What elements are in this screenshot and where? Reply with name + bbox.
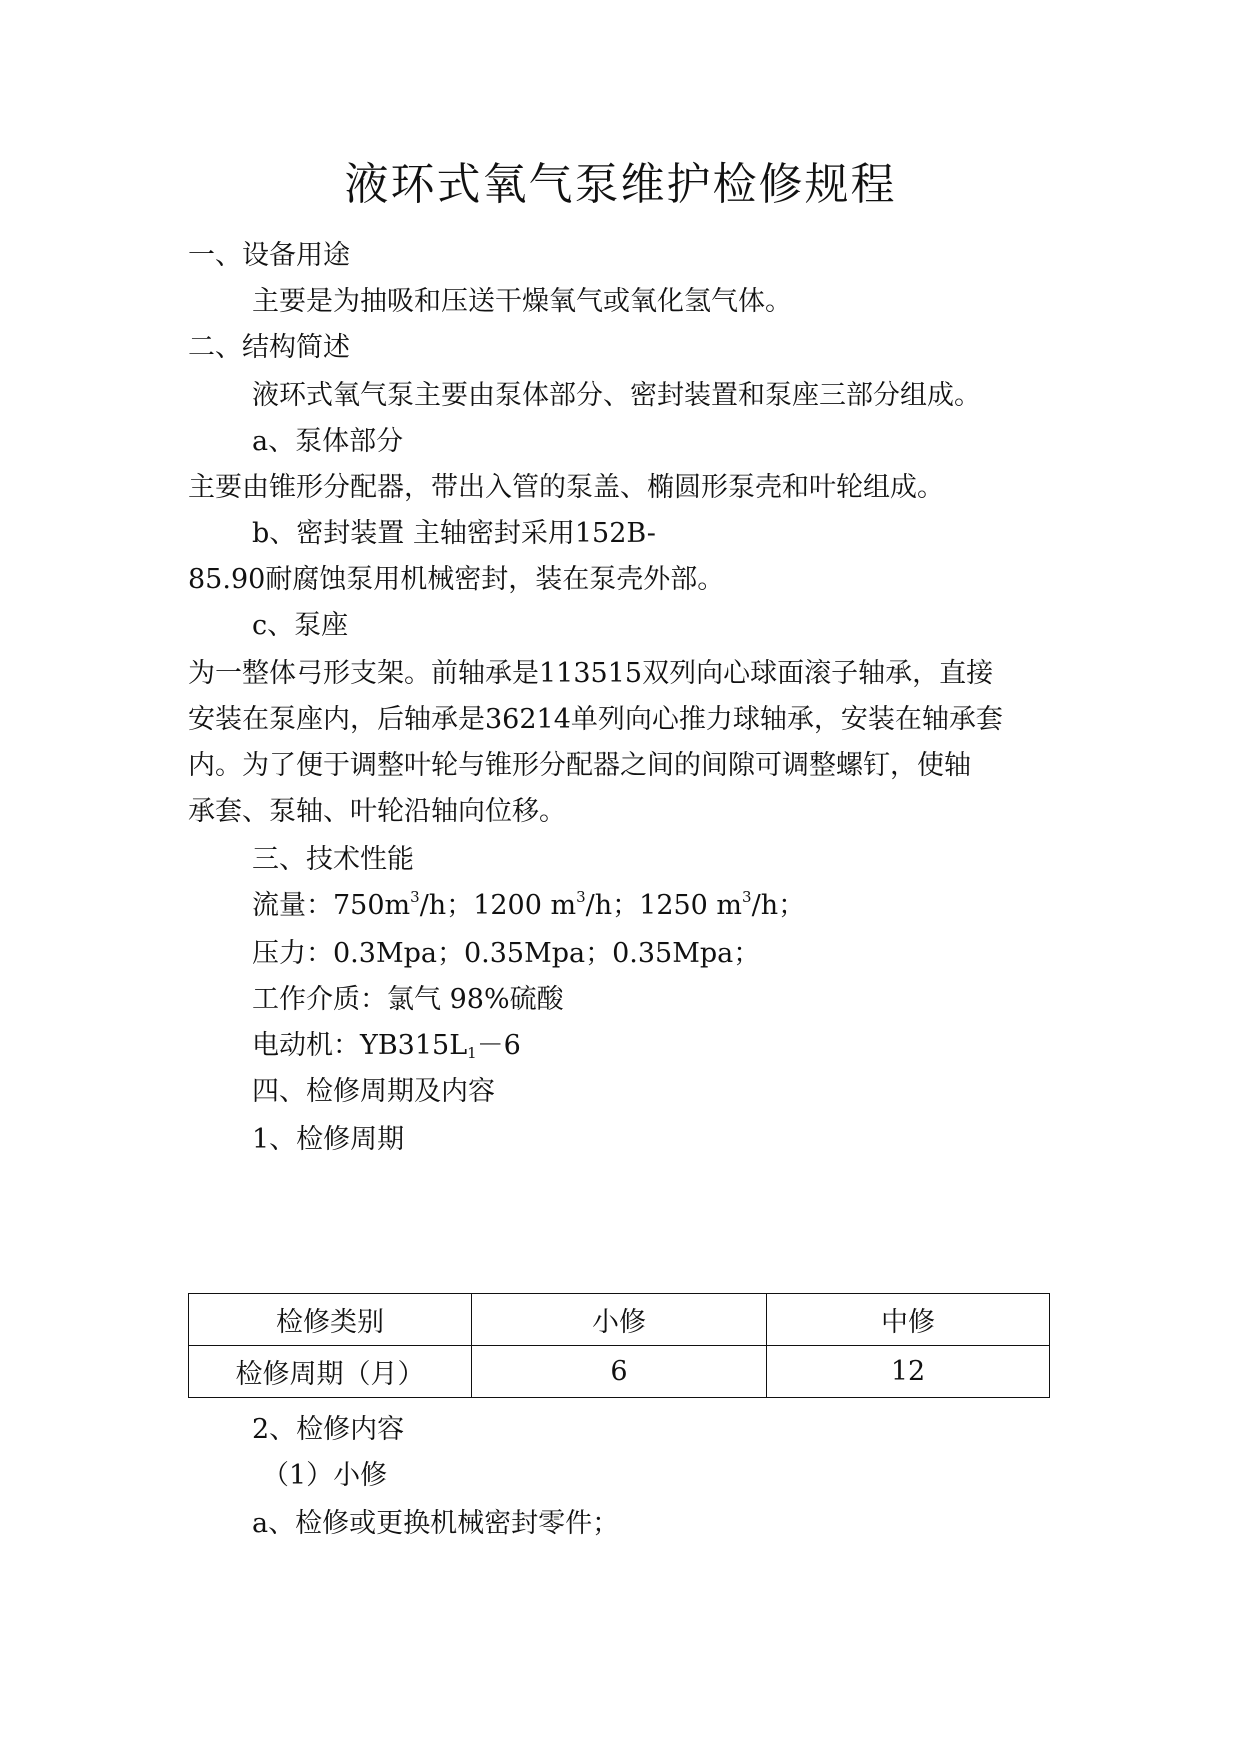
flow-exponent: 3 — [576, 888, 586, 906]
flow-unit-3: /h； — [751, 890, 806, 921]
table-header-cell: 小修 — [472, 1294, 767, 1346]
section3-heading: 三、技术性能 — [252, 844, 414, 875]
item-b-line1: b、密封装置 主轴密封采用152B- — [252, 518, 656, 549]
section1-heading: 一、设备用途 — [188, 240, 350, 271]
section4-heading: 四、检修周期及内容 — [252, 1076, 495, 1107]
motor-label: 电动机：YB315L — [252, 1030, 468, 1061]
motor-suffix: －6 — [476, 1030, 521, 1061]
table-header-cell: 中修 — [767, 1294, 1050, 1346]
item-b-line2: 85.90耐腐蚀泵用机械密封，装在泵壳外部。 — [188, 564, 725, 595]
section2-body: 液环式氧气泵主要由泵体部分、密封装置和泵座三部分组成。 — [252, 380, 981, 411]
motor-subscript: 1 — [467, 1044, 477, 1062]
pressure-line: 压力：0.3Mpa；0.35Mpa；0.35Mpa； — [252, 938, 761, 969]
item-c-body-line: 承套、泵轴、叶轮沿轴向位移。 — [188, 796, 566, 827]
flow-value-3: 1250 m — [639, 890, 743, 921]
table-header-cell: 检修类别 — [189, 1294, 472, 1346]
section2-heading: 二、结构简述 — [188, 332, 350, 363]
table-row — [189, 1346, 1050, 1398]
flow-line — [252, 888, 805, 924]
medium-line: 工作介质：氯气 98%硫酸 — [252, 984, 564, 1015]
minor-repair-heading: （1）小修 — [262, 1460, 388, 1491]
section1-body: 主要是为抽吸和压送干燥氧气或氧化氢气体。 — [252, 286, 792, 317]
content-heading: 2、检修内容 — [252, 1414, 405, 1445]
flow-exponent: 3 — [410, 888, 420, 906]
flow-exponent: 3 — [742, 888, 752, 906]
item-c-heading: c、泵座 — [252, 610, 349, 641]
table-cell: 12 — [767, 1346, 1050, 1398]
minor-item-a: a、检修或更换机械密封零件； — [252, 1508, 620, 1539]
flow-value-2: 1200 m — [473, 890, 577, 921]
table-header-row — [189, 1294, 1050, 1346]
maintenance-cycle-table — [188, 1293, 1050, 1398]
item-a-heading: a、泵体部分 — [252, 426, 404, 457]
table-cell: 检修周期（月） — [189, 1346, 472, 1398]
flow-value-1: 750m — [333, 890, 411, 921]
flow-unit-1: /h； — [419, 890, 474, 921]
item-c-body-line: 内。为了便于调整叶轮与锥形分配器之间的间隙可调整螺钉，使轴 — [188, 750, 971, 781]
item-a-body: 主要由锥形分配器，带出入管的泵盖、椭圆形泵壳和叶轮组成。 — [188, 472, 944, 503]
item-c-body-line: 安装在泵座内，后轴承是36214单列向心推力球轴承，安装在轴承套 — [188, 704, 1003, 735]
flow-label: 流量： — [252, 890, 333, 921]
flow-unit-2: /h； — [585, 890, 640, 921]
document-title: 液环式氧气泵维护检修规程 — [344, 159, 897, 210]
item-c-body-line: 为一整体弓形支架。前轴承是113515双列向心球面滚子轴承，直接 — [188, 658, 994, 689]
motor-line — [252, 1028, 521, 1064]
table-cell: 6 — [472, 1346, 767, 1398]
cycle-heading: 1、检修周期 — [252, 1124, 405, 1155]
